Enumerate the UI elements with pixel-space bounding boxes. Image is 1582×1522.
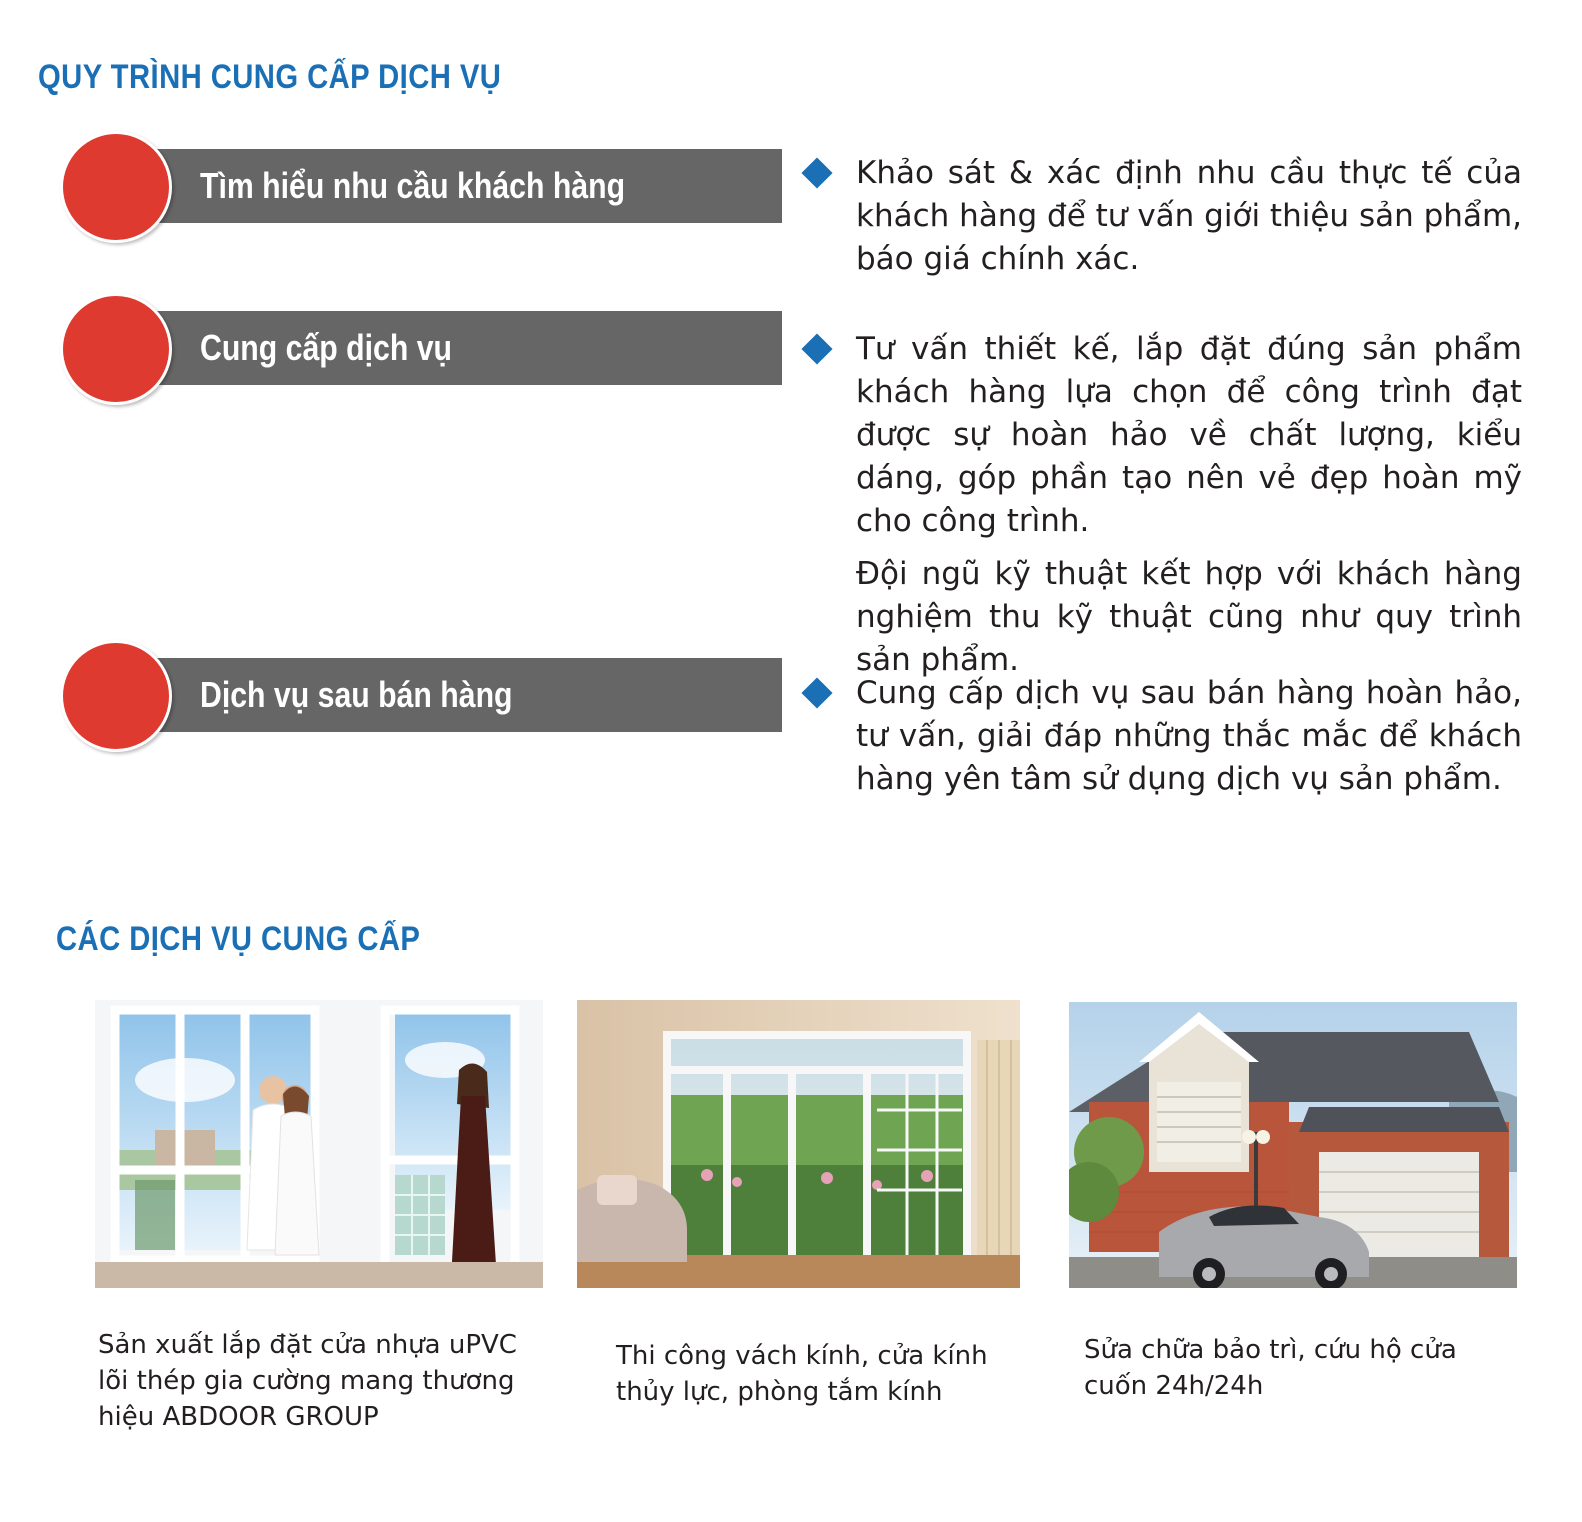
process-step-2-description — [800, 328, 1522, 682]
description-paragraph: Cung cấp dịch vụ sau bán hàng hoàn hảo, tư vấn, giải đáp những thắc mắc để khách hàng yên tâm sử dụng dịch vụ sản phẩm. — [856, 675, 1522, 797]
roller-door-house-photo — [1069, 1002, 1517, 1288]
diamond-bullet-icon — [801, 677, 832, 708]
step-label: Tìm hiểu nhu cầu khách hàng — [200, 165, 626, 206]
description-paragraph: Tư vấn thiết kế, lắp đặt đúng sản phẩm khách hàng lựa chọn để công trình đạt được sự hoàn hảo về chất lượng, kiểu dáng, góp phần tạo nên vẻ đẹp hoàn mỹ cho công trình. — [856, 331, 1522, 539]
diamond-bullet-icon — [801, 157, 832, 188]
step-circle-icon — [60, 131, 172, 243]
service-caption-3: Sửa chữa bảo trì, cứu hộ cửa cuốn 24h/24h — [1084, 1335, 1457, 1401]
service-caption-1: Sản xuất lắp đặt cửa nhựa uPVC lõi thép gia cường mang thương hiệu ABDOOR GROUP — [98, 1330, 517, 1432]
description-paragraph: Đội ngũ kỹ thuật kết hợp với khách hàng nghiệm thu kỹ thuật cũng như quy trình sản phẩm. — [856, 556, 1522, 678]
process-step-3 — [60, 640, 782, 752]
step-circle-icon — [60, 640, 172, 752]
process-step-3-description — [800, 672, 1522, 801]
step-label: Dịch vụ sau bán hàng — [200, 674, 513, 715]
description-paragraph: Khảo sát & xác định nhu cầu thực tế của khách hàng để tư vấn giới thiệu sản phẩm, báo giá chính xác. — [856, 155, 1522, 277]
service-caption-2: Thi công vách kính, cửa kính thủy lực, phòng tắm kính — [616, 1341, 988, 1407]
process-step-2 — [60, 293, 782, 405]
diamond-bullet-icon — [801, 333, 832, 364]
step-label: Cung cấp dịch vụ — [200, 327, 453, 368]
process-section-title: QUY TRÌNH CUNG CẤP DỊCH VỤ — [38, 58, 502, 96]
upvc-window-photo — [95, 1000, 543, 1288]
glass-door-photo — [577, 1000, 1020, 1288]
step-circle-icon — [60, 293, 172, 405]
process-step-1-description — [800, 152, 1522, 281]
services-section-title: CÁC DỊCH VỤ CUNG CẤP — [56, 920, 421, 958]
process-step-1 — [60, 131, 782, 243]
